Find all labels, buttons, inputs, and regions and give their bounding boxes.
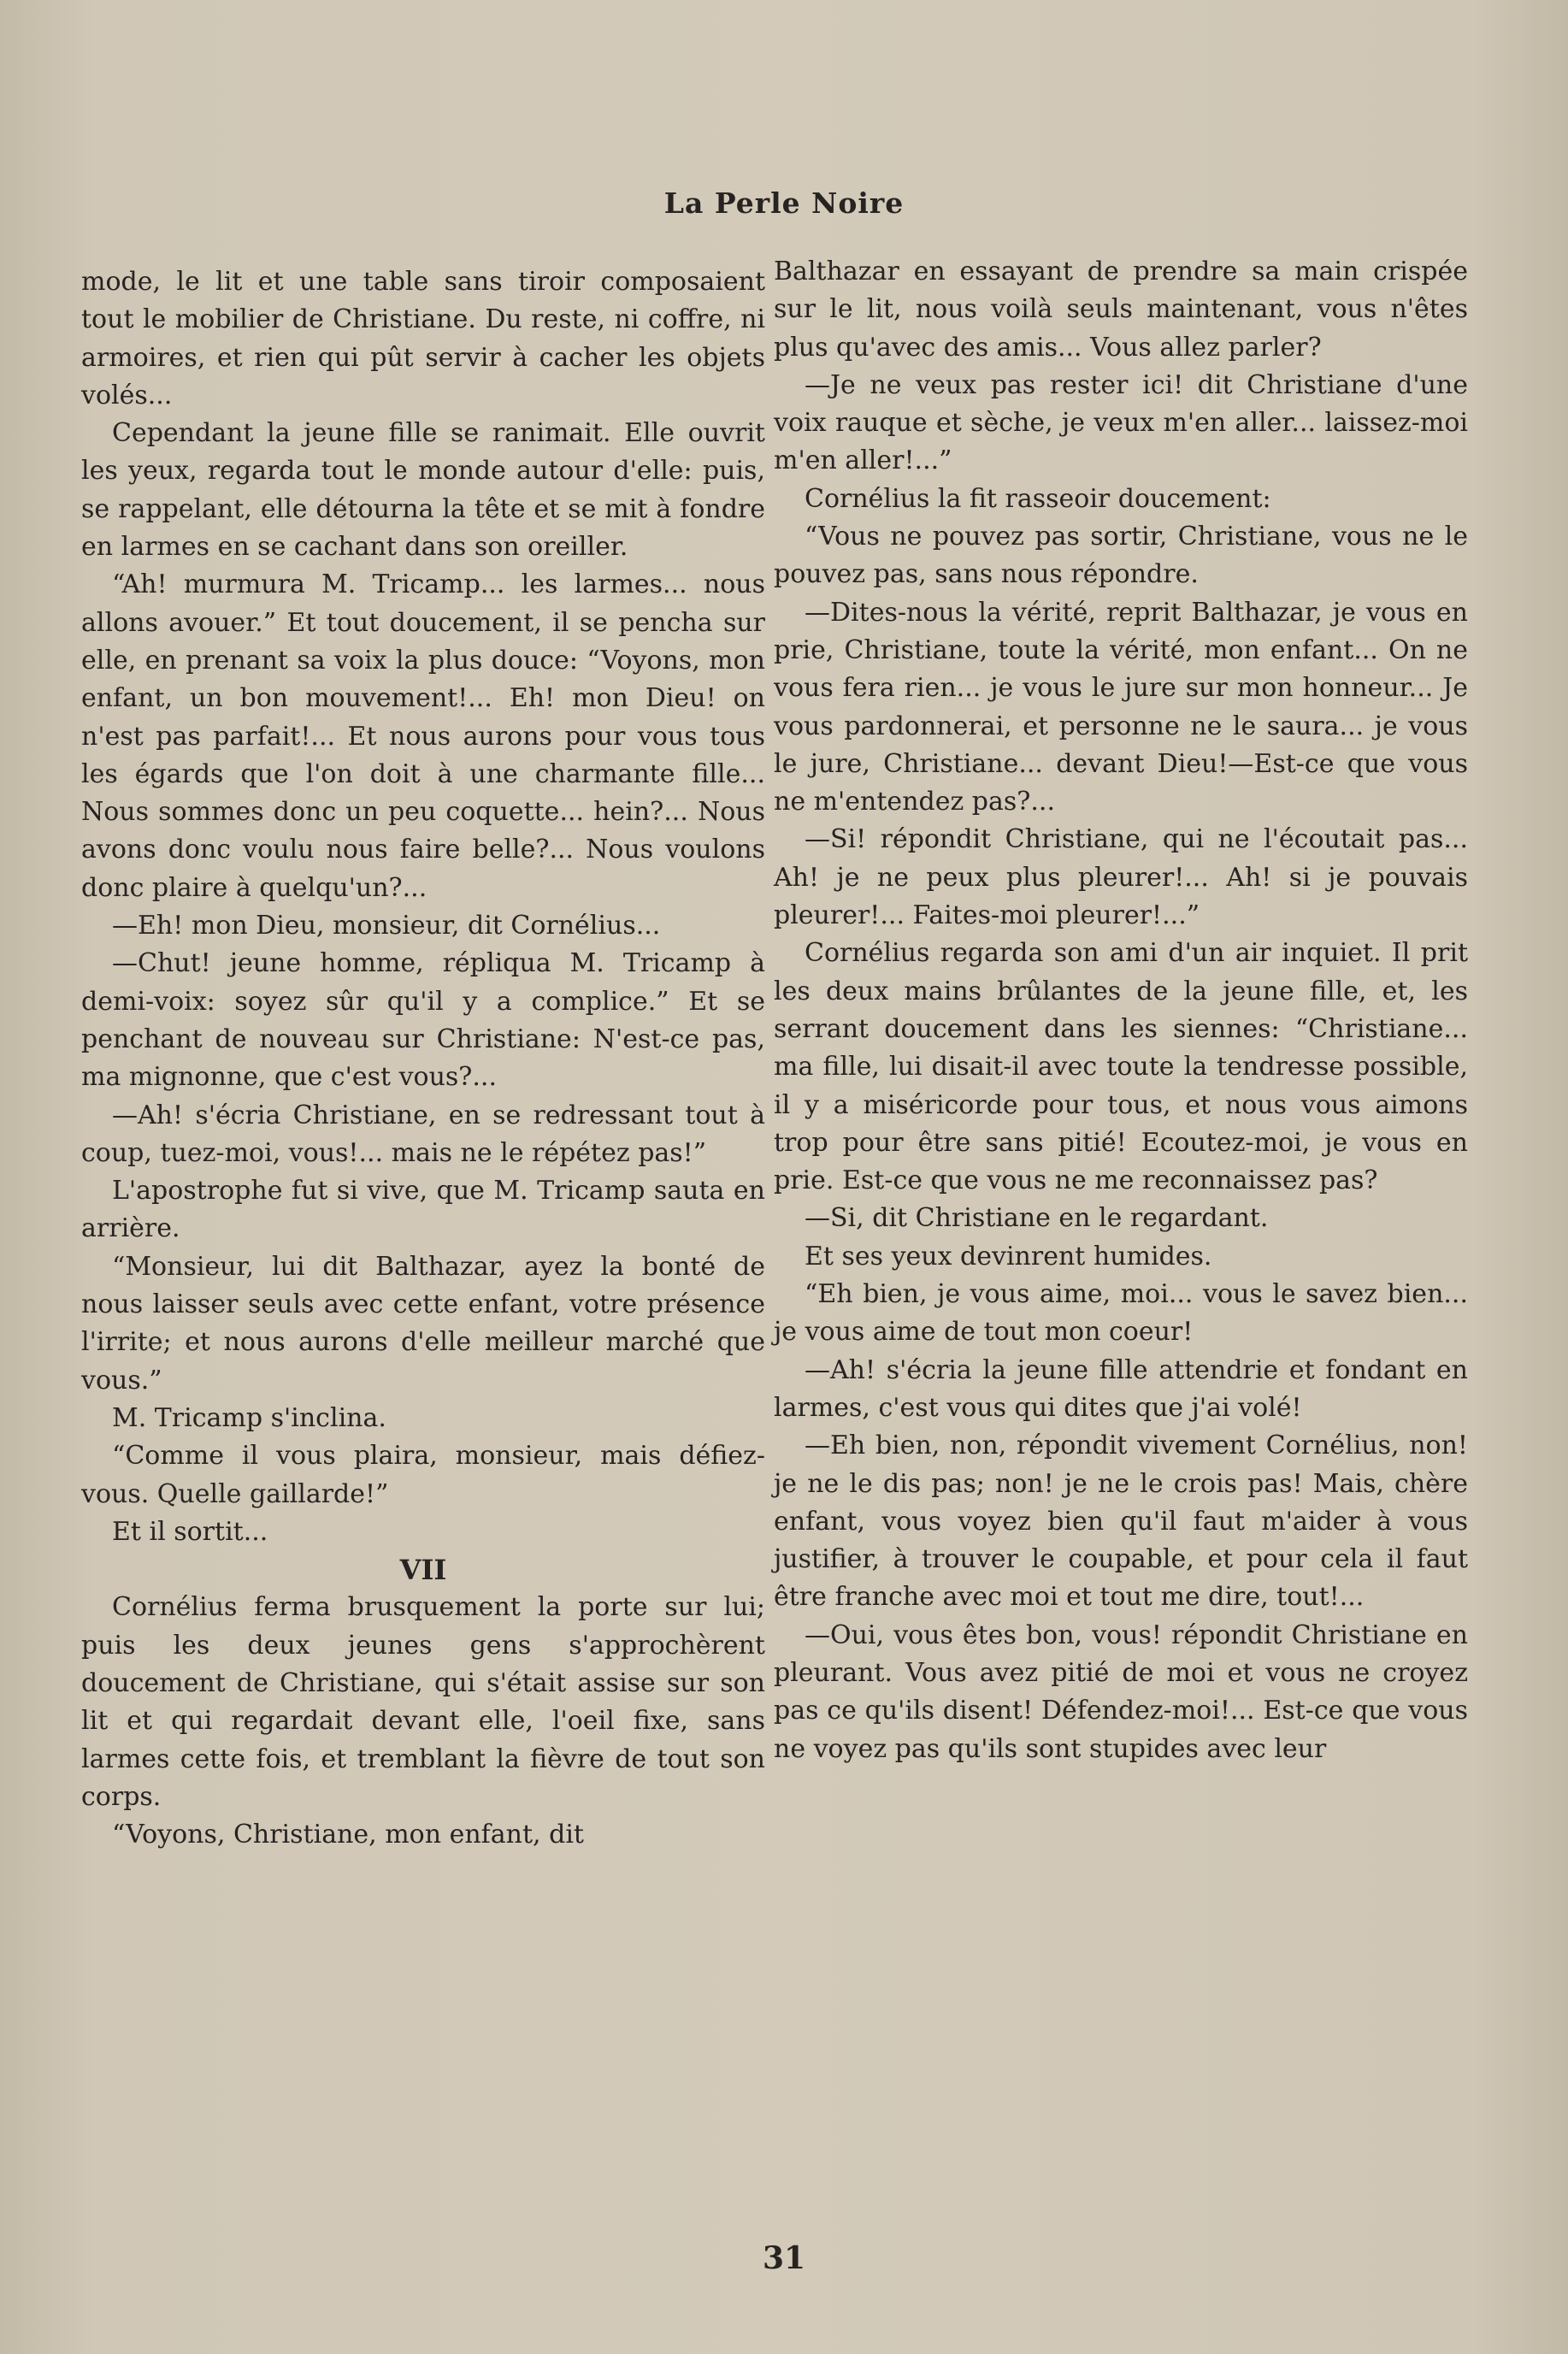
paragraph: Et il sortit...: [112, 1516, 268, 1547]
paragraph: Cornélius ferma brusquement la porte sur lui; puis les deux jeunes gens s'approchèrent doucement de Christiane, qui s'était assise sur son lit et qui regardait devant elle, l'oeil fixe, sans larmes cette fois, et tremblant la fièvre de tout son corps.: [81, 1592, 765, 1812]
paragraph: —Eh bien, non, répondit vivement Cornélius, non! je ne le dis pas; non! je ne le crois pas! Mais, chère enfant, vous voyez bien qu'il faut m'aider à vous justifier, à trouver le coupable, et pour cela il faut être franche avec moi et tout me dire, tout!...: [774, 1431, 1468, 1613]
paragraph: —Je ne veux pas rester ici! dit Christiane d'une voix rauque et sèche, je veux m'en aller... laissez-moi m'en aller!...”: [774, 369, 1468, 476]
paragraph: Cornélius la fit rasseoir doucement:: [805, 483, 1271, 514]
paragraph: —Si! répondit Christiane, qui ne l'écoutait pas... Ah! je ne peux plus pleurer!... Ah! si je pouvais pleurer!... Faites-moi pleurer!...”: [774, 824, 1468, 931]
paragraph: —Oui, vous êtes bon, vous! répondit Christiane en pleurant. Vous avez pitié de moi et vous ne croyez pas ce qu'ils disent! Défendez-moi!... Est-ce que vous ne voyez pas qu'ils sont stupides avec leur: [774, 1619, 1468, 1764]
left-column: [81, 263, 765, 1854]
paragraph: mode, le lit et une table sans tiroir composaient tout le mobilier de Christiane. Du reste, ni coffre, ni armoires, et rien qui pût servir à cacher les objets volés...: [81, 267, 765, 410]
paragraph: —Dites-nous la vérité, reprit Balthazar, je vous en prie, Christiane, toute la vérité, mon enfant... On ne vous fera rien... je vous le jure sur mon honneur... Je vous pardonnerai, et personne ne le saura... je vous le jure, Christiane... devant Dieu!—Est-ce que vous ne m'entendez pas?...: [774, 597, 1468, 817]
paragraph: “Comme il vous plaira, monsieur, mais défiez-vous. Quelle gaillarde!”: [81, 1441, 765, 1509]
paragraph: —Si, dit Christiane en le regardant.: [805, 1203, 1269, 1234]
running-title: La Perle Noire: [663, 186, 905, 220]
paragraph: “Voyons, Christiane, mon enfant, dit: [112, 1820, 584, 1850]
paragraph: “Vous ne pouvez pas sortir, Christiane, vous ne le pouvez pas, sans nous répondre.: [774, 522, 1468, 590]
paragraph: L'apostrophe fut si vive, que M. Tricamp sauta en arrière.: [81, 1176, 765, 1244]
paragraph: Cornélius regarda son ami d'un air inquiet. Il prit les deux mains brûlantes de la jeune fille, et, les serrant doucement dans les siennes: “Christiane... ma fille, lui disait-il avec toute la tendresse possible, il y a miséricorde pour tous, et nous vous aimons trop pour être sans pitié! Ecoutez-moi, je vous en prie. Est-ce que vous ne me reconnaissez pas?: [774, 938, 1468, 1196]
paragraph: M. Tricamp s'inclina.: [112, 1402, 386, 1433]
paragraph: —Chut! jeune homme, répliqua M. Tricamp à demi-voix: soyez sûr qu'il y a complice.” Et se penchant de nouveau sur Christiane: N'est-ce pas, ma mignonne, que c'est vous?...: [81, 948, 765, 1093]
paragraph: —Ah! s'écria Christiane, en se redressant tout à coup, tuez-moi, vous!... mais ne le répétez pas!”: [81, 1100, 765, 1168]
paragraph: —Ah! s'écria la jeune fille attendrie et fondant en larmes, c'est vous qui dites que j'ai volé!: [774, 1354, 1468, 1423]
paragraph: “Eh bien, je vous aime, moi... vous le savez bien... je vous aime de tout mon coeur!: [774, 1279, 1468, 1348]
page-number: 31: [762, 2240, 806, 2276]
paragraph: —Eh! mon Dieu, monsieur, dit Cornélius...: [112, 911, 661, 941]
right-column: [774, 253, 1468, 1768]
paragraph: Et ses yeux devinrent humides.: [805, 1241, 1212, 1271]
paragraph: Balthazar en essayant de prendre sa main crispée sur le lit, nous voilà seuls maintenant, vous n'êtes plus qu'avec des amis... Vous allez parler?: [774, 257, 1468, 363]
paragraph: Cependant la jeune fille se ranimait. Elle ouvrit les yeux, regarda tout le monde autour d'elle: puis, se rappelant, elle détourna la tête et se mit à fondre en larmes en se cachant dans son oreiller.: [81, 418, 765, 563]
paragraph: “Monsieur, lui dit Balthazar, ayez la bonté de nous laisser seuls avec cette enfant, votre présence l'irrite; et nous aurons d'elle meilleur marché que vous.”: [81, 1251, 765, 1395]
paragraph: “Ah! murmura M. Tricamp... les larmes... nous allons avouer.” Et tout doucement, il se pencha sur elle, en prenant sa voix la plus douce: “Voyons, mon enfant, un bon mouvement!... Eh! mon Dieu! on n'est pas parfait!... Et nous aurons pour vous tous les égards que l'on doit à une charmante fille... Nous sommes donc un peu coquette... hein?... Nous avons donc voulu nous faire belle?... Nous voulons donc plaire à quelqu'un?...: [81, 569, 765, 903]
chapter-heading: VII: [399, 1554, 447, 1587]
